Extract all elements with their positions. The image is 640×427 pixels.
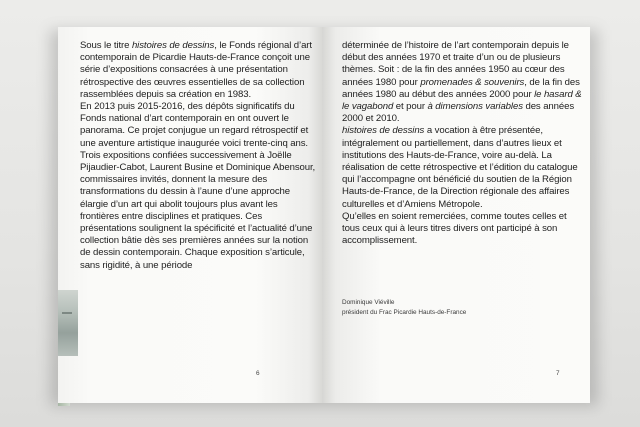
italic-title-run: promenades & souvenirs — [420, 76, 525, 88]
text-run: , de la fin des années 1980 au début des années 2000 pour — [342, 76, 580, 100]
text-run: et pour — [393, 101, 428, 113]
page-number-right: 7 — [556, 370, 560, 377]
photo-peek-image — [58, 290, 78, 356]
text-run: Qu’elles en soient remerciées, comme toutes celles et tous ceux qui à leurs titres divers ont participé à son accomplissement. — [342, 210, 567, 247]
italic-title-run: histoires de dessins — [342, 125, 425, 137]
italic-title-run: le hasard & le vagabond — [342, 88, 582, 113]
italic-title-run: à dimensions variables — [427, 101, 523, 113]
text-run: , le Fonds régional d’art contemporain de Picardie Hauts-de-France conçoit une série d’expositions consacrées à une présentation rétrospective des œuvres essentielles de sa collection rassemblées depuis sa création en 1983. — [80, 40, 312, 100]
right-page-text — [342, 40, 582, 247]
signature-name: Dominique Viéville — [342, 299, 395, 306]
text-run: déterminée de l’histoire de l’art contemporain depuis le début des années 1970 et traite d’un ou de plusieurs thèmes. Soit : de la fin des années 1950 au cœur des années 1980 pour — [342, 40, 569, 88]
signature-title: président du Frac Picardie Hauts-de-France — [342, 309, 467, 316]
text-run: En 2013 puis 2015-2016, des dépôts significatifs du Fonds national d’art contemporain en ont ouvert le panorama. Ce projet conjugue un regard rétrospectif et une aventure artistique inaugurée voici trente-cinq ans. — [80, 101, 309, 149]
italic-title-run: histoires de dessins — [131, 40, 215, 51]
text-run: des années 2000 et 2010. — [342, 101, 575, 125]
text-run: a vocation à être présentée, intégralement ou partiellement, dans d’autres lieux et institutions des Hauts-de-France, voire au-delà. La réalisation de cette rétrospective et l’édition du catalogue qui l’accompagne ont bénéficié du soutien de la Région Hauts-de-France, de la Direction régionale des affaires culturelles et d’Amiens Métropole. — [342, 125, 578, 210]
text-run: Trois expositions confiées successivement à Joëlle Pijaudier-Cabot, Laurent Busine et Dominique Abensour, commissaires invités, donnent la mesure des transformations du dessin à l’aune d’une approche élargie d’un art qui abolit toujours plus avant les frontières entre disciplines et pratiques. Ces présentations soulignent la spécificité et l’actualité d’une collection bâtie dès ses premières années sur la notion de dessin contemporain. Chaque exposition s’articule, sans rigidité, à une période — [80, 149, 316, 271]
left-page-text — [80, 40, 316, 272]
text-run: Sous le titre — [80, 40, 132, 51]
page-number-left: 6 — [256, 370, 260, 377]
